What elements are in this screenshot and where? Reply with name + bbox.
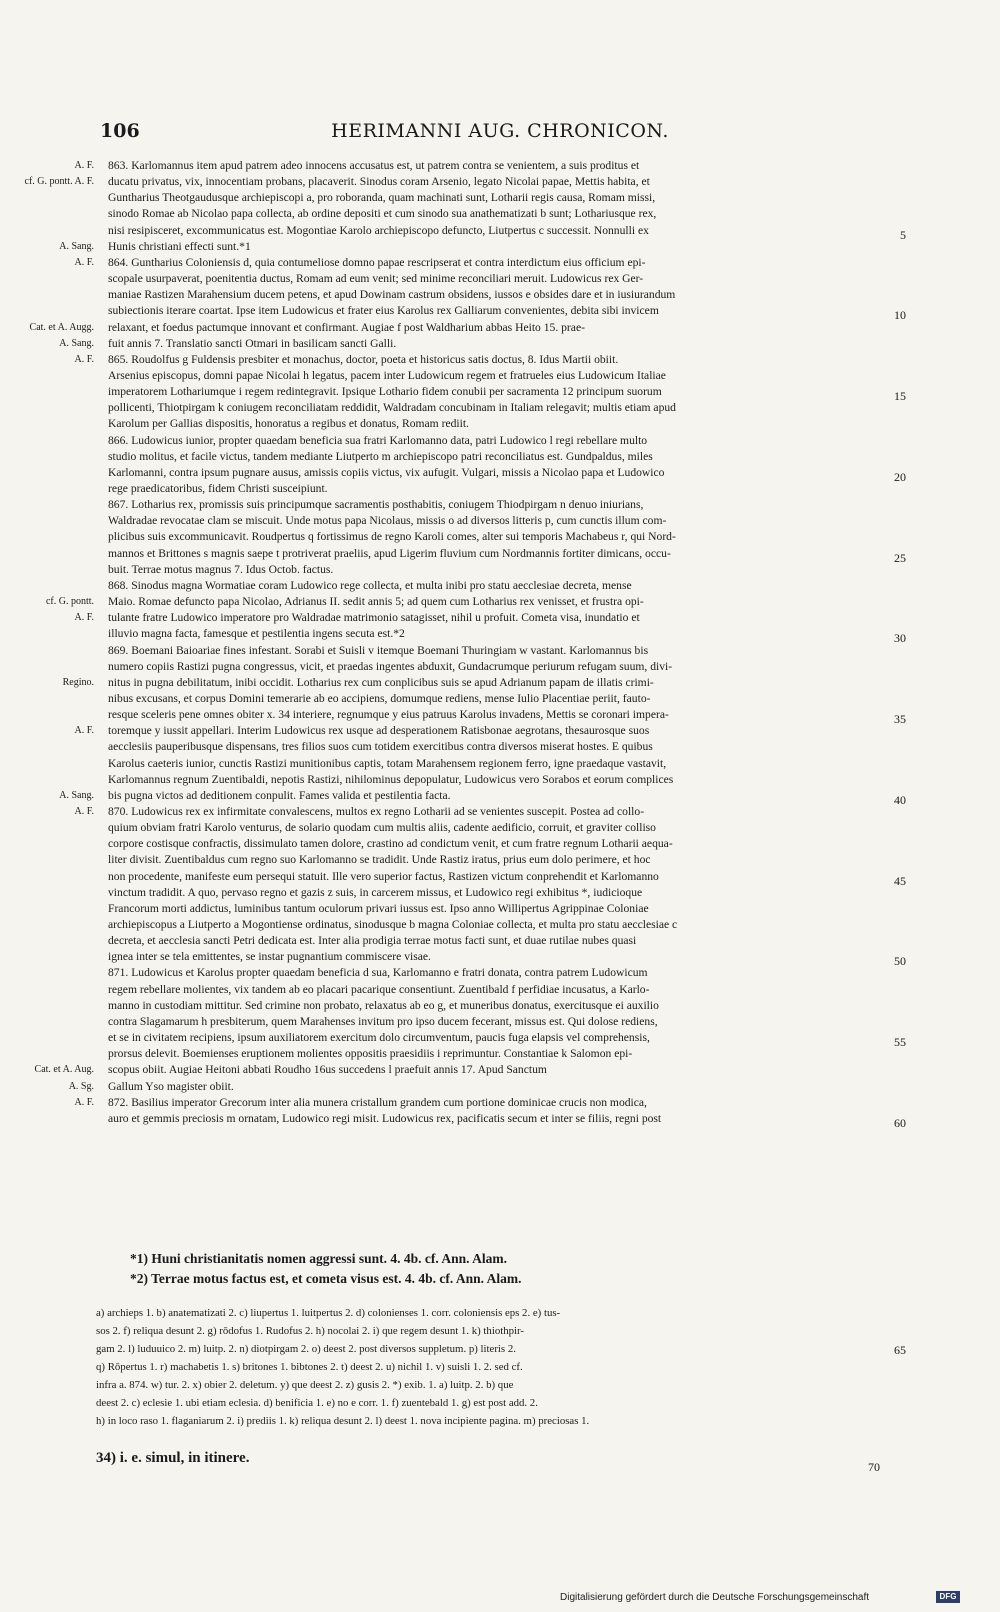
text-line: 866. Ludowicus iunior, propter quaedam beneficia sua fratri Karlomanno data, patri Ludowico l regi rebellare multo xyxy=(108,434,648,447)
text-line: quium obviam fratri Karolo venturus, de solario quodam cum multis aliis, cadente aedificio, corruit, et graviter colliso xyxy=(108,821,656,834)
margin-source-note: Cat. et A. Aug. xyxy=(34,1064,94,1075)
text-line: decreta, et aecclesia sancti Petri dedicata est. Inter alia prodigia terrae motus facti sunt, et duae rutilae nubes quasi xyxy=(108,934,637,947)
page-title: HERIMANNI AUG. CHRONICON. xyxy=(331,120,669,142)
margin-source-note: A. F. xyxy=(74,354,94,365)
margin-source-note: A. F. xyxy=(74,725,94,736)
text-line: imperatorem Lothariumque i regem redintegravit. Ipsique Lothario fidem conubii per sacramenta 12 principum suorum xyxy=(108,385,662,398)
margin-source-note: cf. G. pontt. A. F. xyxy=(24,176,94,187)
apparatus-line: gam 2. l) luduuico 2. m) luitp. 2. n) diotpirgam 2. o) deest 2. post diversos suppletum. p) literis 2. xyxy=(96,1343,516,1355)
apparatus-line: sos 2. f) reliqua desunt 2. g) rōdofus 1. Rudofus 2. h) nocolai 2. i) que regem desunt 1. k) thiothpir- xyxy=(96,1325,524,1337)
text-line: aecclesiis pauperibusque dispensans, tres filios suos cum totidem exercitibus contra diversos miserat hostes. E quibus xyxy=(108,740,653,753)
margin-source-note: A. F. xyxy=(74,1097,94,1108)
line-number: 15 xyxy=(894,389,906,403)
text-line: rege praedicatoribus, fidem Christi susceipiunt. xyxy=(108,482,328,495)
apparatus-line: q) Rōpertus 1. r) machabetis 1. s) britones 1. bibtones 2. t) deest 2. u) nichil 1. v) suisli 1. 2. sed cf. xyxy=(96,1361,523,1373)
text-line: Francorum morti addictus, luminibus tantum oculorum privari iussus est. Ipso anno Willipertus Agrippinae Coloniae xyxy=(108,902,649,915)
text-line: igneа inter se tela emittentes, se instar pugnantium commiscere visae. xyxy=(108,950,431,963)
margin-source-note: Regino. xyxy=(62,677,94,688)
text-line: Gallum Yso magister obiit. xyxy=(108,1080,234,1093)
line-number: 65 xyxy=(894,1343,906,1357)
text-line: vinctum tradidit. A quo, pervaso regno et gazis z suis, in carcerem missus, et Ludowico regi exhibitus *, iudicioque xyxy=(108,886,643,899)
text-line: tulante fratre Ludowico imperatore pro Waldradae matrimonio satagisset, nihil u profuit. Cometa visa, inundatio et xyxy=(108,611,640,624)
margin-source-note: A. Sang. xyxy=(59,338,94,349)
line-number: 60 xyxy=(894,1116,906,1130)
text-line: scopale usurpaverat, poenitentia ductus, Romam ad eum venit; sed minime reconciliari meruit. Ludowicus rex Ger- xyxy=(108,272,644,285)
line-number: 45 xyxy=(894,874,906,888)
margin-source-note: A. F. xyxy=(74,257,94,268)
text-line: Waldradae revocatae clam se miscuit. Unde motus papa Nicolaus, missis o ad diversos litteris p, cum cunctis illum com- xyxy=(108,514,667,527)
margin-source-note: Cat. et A. Augg. xyxy=(29,322,94,333)
text-line: nisi resipisceret, excommunicatus est. Mogontiae Karolo archiepiscopo defuncto, Liutpertus c successit. Nonnulli ex xyxy=(108,224,649,237)
note-34: 34) i. e. simul, in itinere. xyxy=(96,1450,250,1466)
text-line: toremque y iussit appellari. Interim Ludowicus rex usque ad desperationem Ratisbonae aegrotans, thesaurosque suos xyxy=(108,724,650,737)
text-line: non procedente, manifeste eum persequi statuit. Ille vero superior factus, Rastizen victum conprehendit et Karlomanno xyxy=(108,870,659,883)
margin-source-note: A. F. xyxy=(74,806,94,817)
text-line: Guntharius Theotgaudusque archiepiscopi a, pro roboranda, quam machinati sunt, Lotharii regis causa, Romam missi, xyxy=(108,191,656,204)
text-line: illuvio magna facta, famesque et pestilentia ingens secuta est.*2 xyxy=(108,627,405,640)
line-number: 25 xyxy=(894,551,906,565)
text-line: regem rebellare molientes, vix tandem ab eo placari pacarique consentiunt. Zuentibald f perfidiae incusatus, a Karlo- xyxy=(108,983,650,996)
text-line: ducatu privatus, vix, innocentiam probans, placaverit. Sinodus coram Arsenio, legato Nicolai papae, Mettis habita, et xyxy=(108,175,650,188)
text-line: resque sceleris pene omnes obiter x. 34 interiere, regnumque y eius patruus Karolus invadens, Mettis se coronari impera- xyxy=(108,708,669,721)
text-line: Karlomanni, contra ipsum pugnare ausus, amissis copiis victus, vix aufugit. Vulgari, missis a Nicolao papa et Ludowico xyxy=(108,466,665,479)
text-line: plicibus suis excommunicavit. Roudpertus q fortissimus de regno Karoli comes, alter sui temporis Machabeus r, qui Nord- xyxy=(108,530,676,543)
line-number: 35 xyxy=(894,712,906,726)
text-line: 870. Ludowicus rex ex infirmitate convalescens, multos ex regno Lotharii ad se venientes suscepit. Postea ad collo- xyxy=(108,805,645,818)
text-line: 867. Lotharius rex, promissis suis principumque sacramentis posthabitis, coniugem Thiodpirgam n denuo iniurians, xyxy=(108,498,644,511)
text-line: buit. Terrae motus magnus 7. Idus Octob. factus. xyxy=(108,563,334,576)
text-line: scopus obiit. Augiae Heitoni abbati Roudho 16us succedens l praefuit annis 17. Apud Sanctum xyxy=(108,1063,547,1076)
margin-source-note: A. Sang. xyxy=(59,790,94,801)
text-line: nibus excusans, et corpus Domini temerarie ab eo accipiens, domumque rediens, mense Iulio Placentiae periit, fauto- xyxy=(108,692,651,705)
line-number: 30 xyxy=(894,631,906,645)
line-number: 50 xyxy=(894,954,906,968)
text-line: bis pugna victos ad deditionem conpulit. Fames valida et pestilentia facta. xyxy=(108,789,451,802)
margin-source-note: A. Sg. xyxy=(68,1081,94,1092)
text-line: subiectionis iterare coartat. Ipse item Ludowicus et frater eius Karolus rex Galliarum convenientes, debita sibi invicem xyxy=(108,304,659,317)
line-number-70: 70 xyxy=(868,1460,880,1474)
text-line: nitus in pugna debilitatum, inibi occidit. Lotharius rex cum conplicibus suis se apud Adrianum papam de illatis crimi- xyxy=(108,676,654,689)
text-line: sinodo Romae ab Nicolao papa collecta, ab ordine depositi et cum sinodo sua anathematizati b sunt; Lothariusque rex, xyxy=(108,207,657,220)
text-line: fuit annis 7. Translatio sancti Otmari in basilicam sancti Galli. xyxy=(108,337,397,350)
margin-source-note: A. F. xyxy=(74,160,94,171)
margin-source-note: A. F. xyxy=(74,612,94,623)
line-number: 40 xyxy=(894,793,906,807)
text-line: relaxant, et foedus pactumque innovant et confirmant. Augiae f post Waldharium abbas Heito 15. prae- xyxy=(108,321,585,334)
page-number: 106 xyxy=(100,120,140,142)
text-line: numero copiis Rastizi pugna congressus, vicit, et praedas ingentes abduxit, Gundacrumque periurum refugam suum, divi- xyxy=(108,660,673,673)
text-line: maniae Rastizen Marahensium ducem petens, et apud Dowinam castrum obsidens, iussos e obsides dare et in iusiurandum xyxy=(108,288,676,301)
text-line: 869. Boemani Baioariae fines infestant. Sorabi et Suisli v itemque Boemani Thuringiam w vastant. Karlomannus bis xyxy=(108,644,649,657)
apparatus-line: deest 2. c) eclesie 1. ubi etiam eclesia. d) benificia 1. e) no e corr. 1. f) zuentebald 1. g) est post add. 2. xyxy=(96,1397,538,1409)
text-line: auro et gemmis preciosis m ornatam, Ludowico regi misit. Ludowicus rex, pacificatis secum et inter se filiis, regni post xyxy=(108,1112,662,1125)
text-line: Hunis christiani effecti sunt.*1 xyxy=(108,240,251,253)
text-line: pollicenti, Thiotpirgam k coniugem reconciliatam reddidit, Waldradam concubinam in Italiam relegavit; multis etiam apud xyxy=(108,401,676,414)
dfg-logo: DFG xyxy=(936,1591,960,1603)
text-line: studio molitus, et facile victus, tandem mediante Liutperto m archiepiscopo patri reconciliatus est. Gundpaldus, miles xyxy=(108,450,653,463)
text-line: corpore costisque confractis, dissimulato tamen dolore, crastino ad condictum venit, et cum fratre regnum Lotharii aequa- xyxy=(108,837,673,850)
text-line: 863. Karlomannus item apud patrem adeo innocens accusatus est, ut patrem contra se venientem, a suis proditus et xyxy=(108,159,640,172)
apparatus-line: infra a. 874. w) tur. 2. x) obier 2. deletum. y) que deest 2. z) gusis 2. *) exib. 1. a) luitp. 2. b) que xyxy=(96,1379,514,1391)
text-line: archiepiscopus a Liutperto a Mogontiense ordinatus, sinodusque b magna Coloniae collecta, et multa pro statu aecclesiae c xyxy=(108,918,678,931)
footnote: *2) Terrae motus factus est, et cometa visus est. 4. 4b. cf. Ann. Alam. xyxy=(130,1271,522,1286)
text-line: Karlomannus regnum Zuentibaldi, nepotis Rastizi, nihilominus depopulatur, Ludowicus vero Sorabos et eorum complices xyxy=(108,773,674,786)
margin-source-note: cf. G. pontt. xyxy=(45,596,94,607)
text-line: Arsenius episcopus, domni papae Nicolai h legatus, pacem inter Ludowicum regem et fratrueles eius Ludowicum Italiae xyxy=(108,369,666,382)
footnote: *1) Huni christianitatis nomen aggressi sunt. 4. 4b. cf. Ann. Alam. xyxy=(130,1251,508,1266)
footer-credit: Digitalisierung gefördert durch die Deutsche Forschungsgemeinschaft xyxy=(560,1592,870,1603)
text-line: 865. Roudolfus g Fuldensis presbiter et monachus, doctor, poeta et historicus satis doctus, 8. Idus Martii obiit. xyxy=(108,353,619,366)
apparatus-line: a) archieps 1. b) anatematizati 2. c) liupertus 1. luitpertus 2. d) colonienses 1. corr. coloniensis eps 2. e) tus- xyxy=(96,1307,561,1319)
text-line: Karolus caeteris iunior, cunctis Rastizi munitionibus captis, totam Marahensem regionem ferro, igne praedaque vastavit, xyxy=(108,757,667,770)
line-number: 10 xyxy=(894,308,906,322)
text-line: 871. Ludowicus et Karolus propter quaedam beneficia d sua, Karlomanno e fratri donata, contra patrem Ludowicum xyxy=(108,966,648,979)
text-line: Karolum per Gallias dispositis, honoratus a regibus et donatus, Romam rediit. xyxy=(108,417,469,430)
text-line: contra Slagamarum h presbiterum, quem Marahenses invitum pro ipso ducem fecerant, missus est. Qui dolose rediens, xyxy=(108,1015,658,1028)
margin-source-note: A. Sang. xyxy=(59,241,94,252)
line-number: 5 xyxy=(900,228,906,242)
text-line: 872. Basilius imperator Grecorum inter alia munera cristallum grandem cum portione dominicae crucis non modica, xyxy=(108,1096,647,1109)
text-line: prorsus delevit. Boemienses eruptionem molientes oppositis praesidiis i reprimuntur. Constantiae k Salomon epi- xyxy=(108,1047,633,1060)
text-line: 868. Sinodus magna Wormatiae coram Ludowico rege collecta, et multa inibi pro statu aecclesiae decreta, mense xyxy=(108,579,632,592)
text-line: mannos et Brittones s magnis saepe t protriverat praeliis, apud Ligerim fluvium cum Nordmannis fortiter dimicans, occu- xyxy=(108,547,671,560)
text-line: manno in custodiam mittitur. Sed crimine non probato, relaxatus ab eo g, et muneribus donatus, exercitusque ei auxilio xyxy=(108,999,659,1012)
text-line: 864. Guntharius Coloniensis d, quia contumeliose domno papae rescripserat et contra interdictum eius officium epi- xyxy=(108,256,646,269)
line-number: 20 xyxy=(894,470,906,484)
text-line: et se in civitatem recipiens, ipsum auxiliatorem exercitum dolo circumventum, paucis fuga elapsis vel comprehensis, xyxy=(108,1031,650,1044)
apparatus-line: h) in loco raso 1. flaganiarum 2. i) prediis 1. k) reliqua desunt 2. l) deest 1. nova incipiente pagina. m) preciosas 1. xyxy=(96,1415,590,1427)
line-number: 55 xyxy=(894,1035,906,1049)
text-line: liter divisit. Zuentibaldus cum regno suo Karlomanno se tradidit. Unde Rastiz iratus, prius eum dolo perimere, et hoc xyxy=(108,853,651,866)
text-line: Maio. Romae defuncto papa Nicolao, Adrianus II. sedit annis 5; ad quem cum Lotharius rex venisset, et frustra opi- xyxy=(108,595,644,608)
